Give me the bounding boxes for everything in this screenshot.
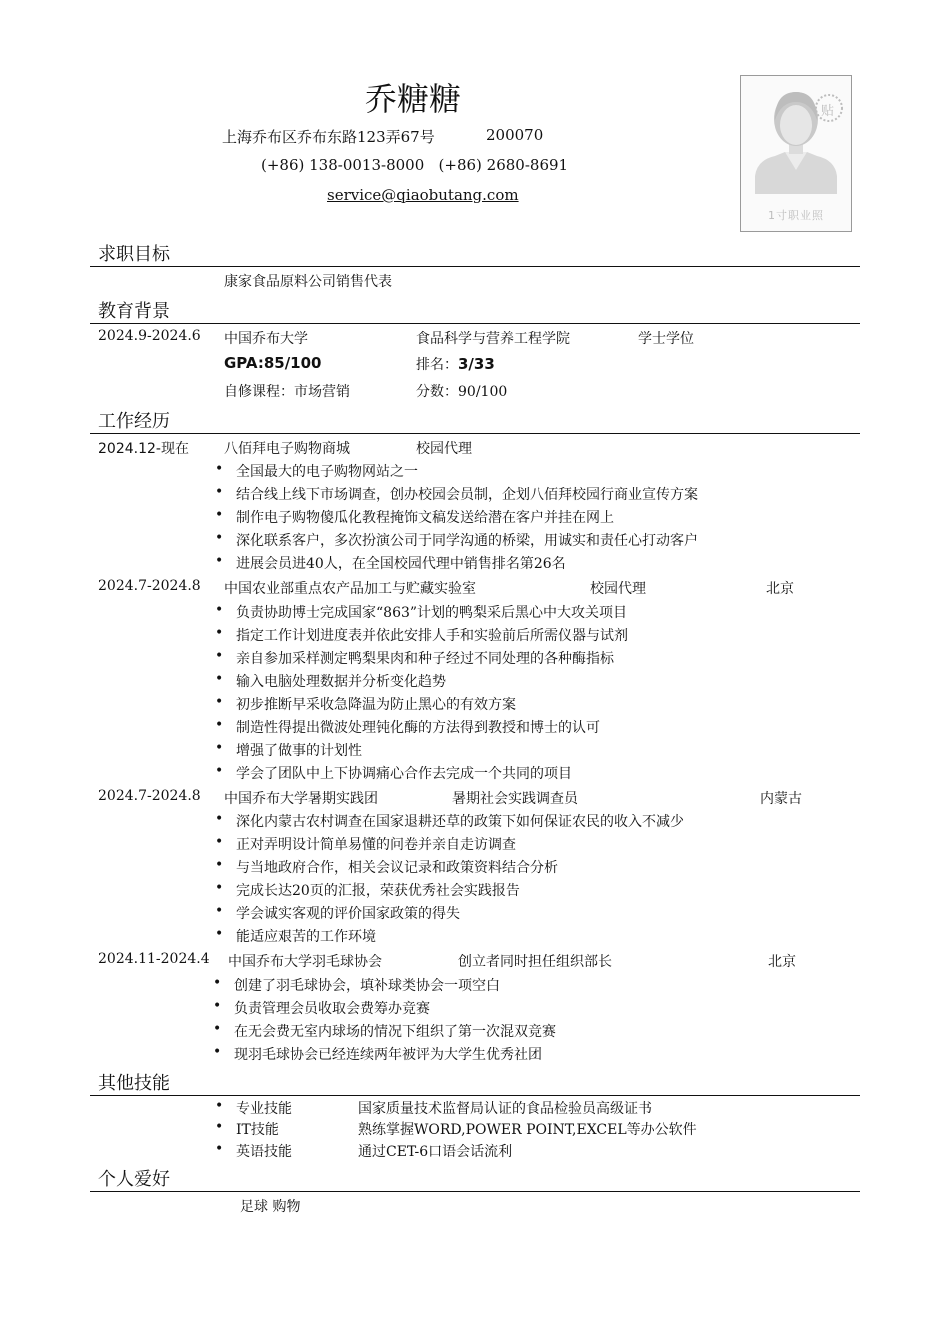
job-bullet: • 与当地政府合作，相关会议记录和政策资料结合分析 bbox=[236, 857, 558, 877]
section-divider bbox=[90, 1191, 860, 1192]
job-organization: 中国乔布大学羽毛球协会 bbox=[228, 954, 382, 970]
job-bullet: • 在无会费无室内球场的情况下组织了第一次混双竞赛 bbox=[234, 1021, 556, 1041]
education-gpa: GPA:85/100 bbox=[224, 354, 322, 372]
section-title-work: 工作经历 bbox=[98, 411, 170, 432]
job-organization: 中国农业部重点农产品加工与贮藏实验室 bbox=[224, 581, 476, 597]
photo-stamp: 贴 bbox=[821, 104, 835, 119]
email-link[interactable]: service@qiaobutang.com bbox=[327, 186, 519, 204]
job-location: 内蒙古 bbox=[760, 791, 802, 807]
education-score: 分数：90/100 bbox=[416, 384, 508, 400]
job-bullet: • 制造性得提出微波处理钝化酶的方法得到教授和博士的认可 bbox=[236, 717, 600, 737]
objective-text: 康家食品原料公司销售代表 bbox=[224, 274, 392, 290]
education-rank-label: 排名： bbox=[416, 357, 458, 373]
job-bullet: • 现羽毛球协会已经连续两年被评为大学生优秀社团 bbox=[234, 1044, 542, 1064]
skill-label: • 专业技能 bbox=[236, 1098, 292, 1118]
job-organization: 八佰拜电子购物商城 bbox=[224, 441, 350, 457]
job-date: 2024.7-2024.8 bbox=[98, 788, 201, 804]
job-bullet: • 增强了做事的计划性 bbox=[236, 740, 362, 760]
job-bullet: • 结合线上线下市场调查，创办校园会员制，企划八佰拜校园行商业宣传方案 bbox=[236, 484, 698, 504]
photo-caption: 1寸职业照 bbox=[768, 209, 824, 222]
section-title-hobbies: 个人爱好 bbox=[98, 1169, 170, 1190]
hobbies-text: 足球 购物 bbox=[240, 1199, 301, 1215]
job-bullet: • 创建了羽毛球协会，填补球类协会一项空白 bbox=[234, 975, 500, 995]
section-title-objective: 求职目标 bbox=[98, 244, 170, 265]
skill-value: 熟练掌握WORD,POWER POINT,EXCEL等办公软件 bbox=[358, 1122, 697, 1138]
job-bullet: • 学会诚实客观的评价国家政策的得失 bbox=[236, 903, 460, 923]
zip-code: 200070 bbox=[486, 126, 544, 144]
job-bullet: • 输入电脑处理数据并分析变化趋势 bbox=[236, 671, 446, 691]
job-bullet: • 负责协助博士完成国家“863”计划的鸭梨采后黑心中大攻关项目 bbox=[236, 602, 627, 622]
skill-value: 通过CET-6口语会话流利 bbox=[358, 1144, 513, 1160]
address: 上海乔布区乔布东路123弄67号 bbox=[222, 128, 435, 146]
job-bullet: • 进展会员进40人，在全国校园代理中销售排名第26名 bbox=[236, 553, 566, 573]
job-role: 校园代理 bbox=[416, 441, 472, 457]
education-date: 2024.9-2024.6 bbox=[98, 328, 201, 344]
education-course: 自修课程：市场营销 bbox=[224, 384, 350, 400]
job-location: 北京 bbox=[766, 581, 794, 597]
job-bullet: • 深化内蒙古农村调查在国家退耕还草的政策下如何保证农民的收入不减少 bbox=[236, 811, 684, 831]
job-date: 2024.7-2024.8 bbox=[98, 578, 201, 594]
education-college: 食品科学与营养工程学院 bbox=[416, 331, 570, 347]
job-bullet: • 负责管理会员收取会费筹办竞赛 bbox=[234, 998, 430, 1018]
job-bullet: • 初步推断早采收急降温为防止黑心的有效方案 bbox=[236, 694, 516, 714]
section-divider bbox=[90, 1095, 860, 1096]
job-role: 暑期社会实践调查员 bbox=[452, 791, 578, 807]
job-bullet: • 能适应艰苦的工作环境 bbox=[236, 926, 376, 946]
job-role: 创立者同时担任组织部长 bbox=[458, 954, 612, 970]
job-bullet: • 制作电子购物傻瓜化教程掩饰文稿发送给潜在客户并挂在网上 bbox=[236, 507, 614, 527]
job-location: 北京 bbox=[768, 954, 796, 970]
skill-value: 国家质量技术监督局认证的食品检验员高级证书 bbox=[358, 1101, 652, 1117]
section-divider bbox=[90, 323, 860, 324]
phone-numbers: (+86) 138-0013-8000 (+86) 2680-8691 bbox=[261, 156, 569, 174]
section-divider bbox=[90, 433, 860, 434]
job-date: 2024.11-2024.4 bbox=[98, 951, 210, 967]
profile-photo bbox=[740, 75, 852, 232]
skill-label: • IT技能 bbox=[236, 1119, 279, 1139]
job-bullet: • 指定工作计划进度表并依此安排人手和实验前后所需仪器与试剂 bbox=[236, 625, 628, 645]
job-date: 2024.12-现在 bbox=[98, 441, 189, 457]
skill-label: • 英语技能 bbox=[236, 1141, 292, 1161]
section-title-skills: 其他技能 bbox=[98, 1073, 170, 1094]
education-school: 中国乔布大学 bbox=[224, 331, 308, 347]
job-bullet: • 全国最大的电子购物网站之一 bbox=[236, 461, 418, 481]
job-bullet: • 学会了团队中上下协调痛心合作去完成一个共同的项目 bbox=[236, 763, 572, 783]
section-title-education: 教育背景 bbox=[98, 301, 170, 322]
education-rank bbox=[416, 354, 495, 374]
job-bullet: • 完成长达20页的汇报，荣获优秀社会实践报告 bbox=[236, 880, 520, 900]
job-bullet: • 亲自参加采样测定鸭梨果肉和种子经过不同处理的各种酶指标 bbox=[236, 648, 614, 668]
education-degree: 学士学位 bbox=[638, 331, 694, 347]
section-divider bbox=[90, 266, 860, 267]
candidate-name: 乔糖糖 bbox=[364, 80, 461, 118]
job-organization: 中国乔布大学暑期实践团 bbox=[224, 791, 378, 807]
job-role: 校园代理 bbox=[590, 581, 646, 597]
job-bullet: • 正对弄明设计简单易懂的问卷并亲自走访调查 bbox=[236, 834, 516, 854]
job-bullet: • 深化联系客户，多次扮演公司于同学沟通的桥梁，用诚实和责任心打动客户 bbox=[236, 530, 698, 550]
education-rank-value: 3/33 bbox=[458, 355, 495, 373]
